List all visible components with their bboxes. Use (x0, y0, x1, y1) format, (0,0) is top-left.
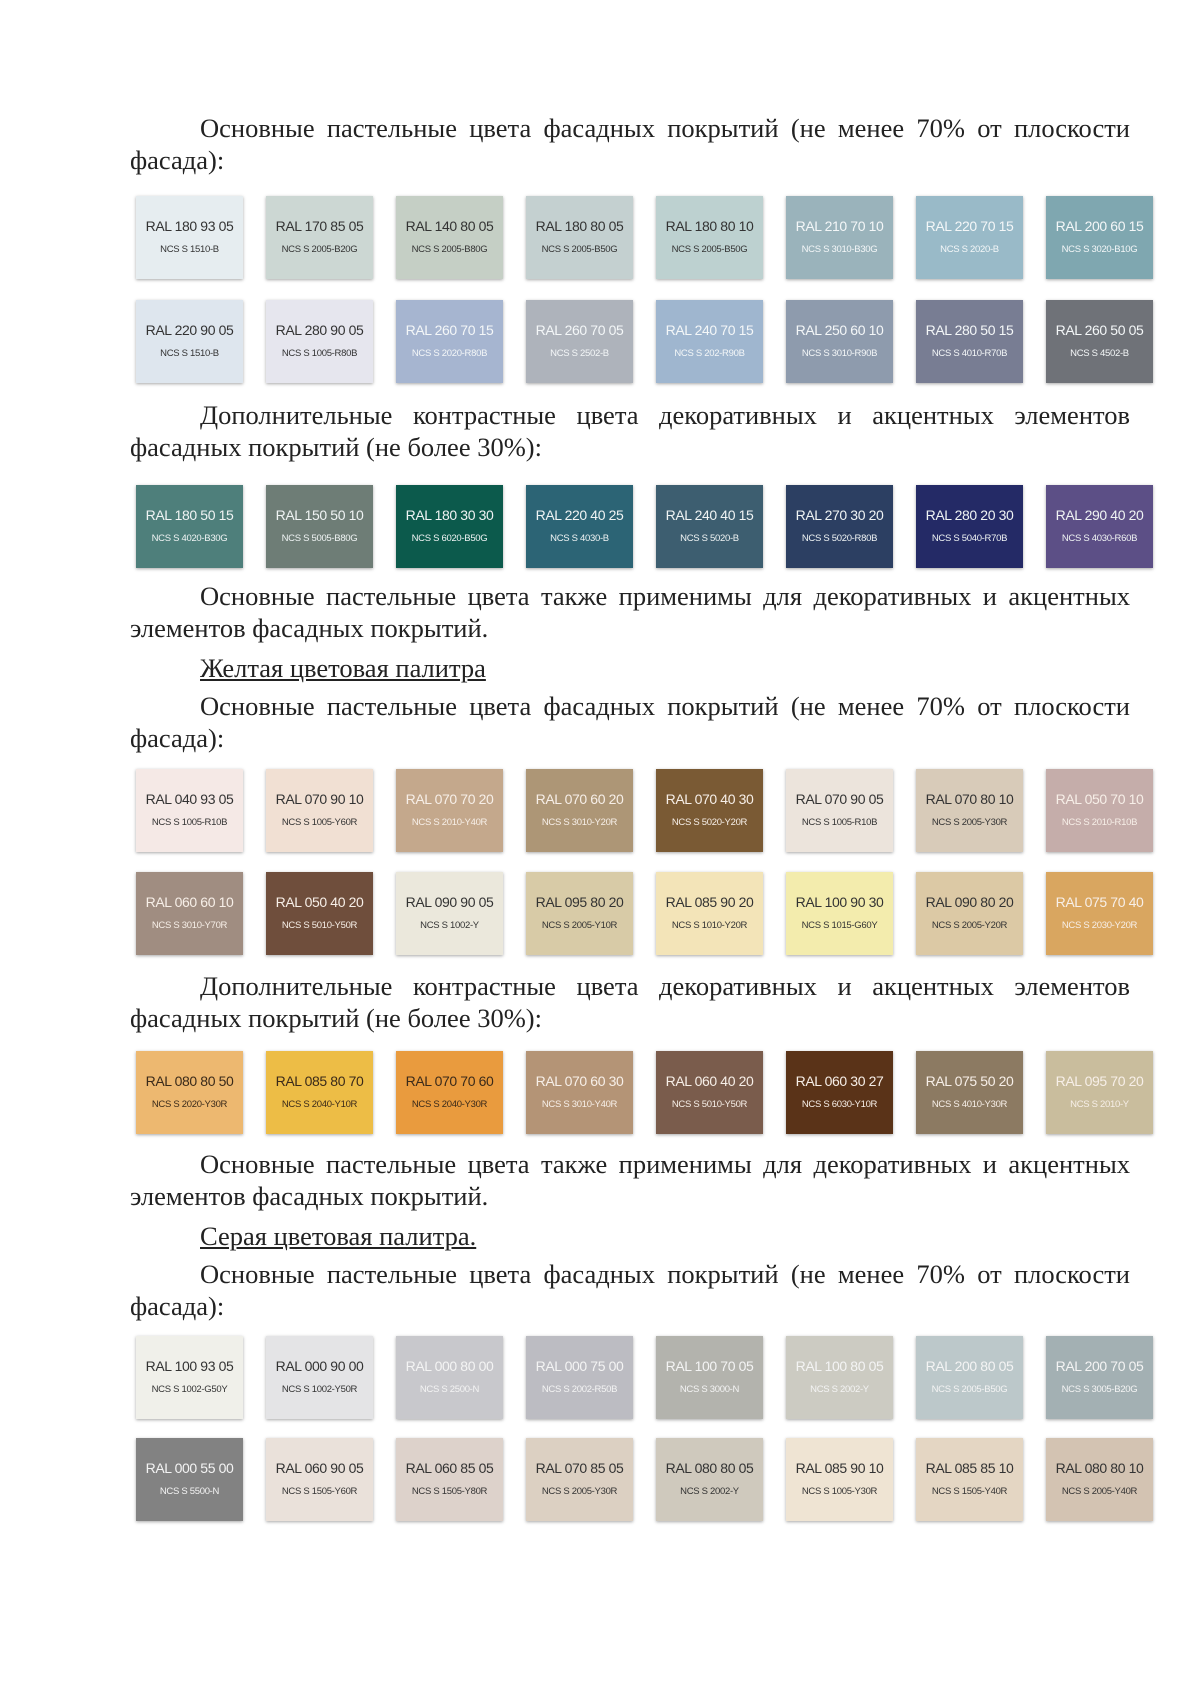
swatch-row-yellow-1 (136, 769, 1153, 852)
swatch-ral-code: RAL 070 70 60 (405, 1073, 494, 1089)
swatch-ral-code: RAL 100 90 30 (795, 894, 884, 910)
color-swatch (136, 1336, 243, 1419)
swatch-ral-code: RAL 070 40 30 (665, 791, 754, 807)
color-swatch (1046, 769, 1153, 852)
swatch-ncs-code: NCS S 5005-B80G (281, 533, 358, 544)
swatch-ral-code: RAL 060 60 10 (145, 894, 234, 910)
color-swatch (396, 196, 503, 279)
paragraph-contrast-1: Дополнительные контрастные цвета декоративных и акцентных элементов фасадных покрытий (не более 30%): (130, 400, 1130, 462)
swatch-ral-code: RAL 070 85 05 (535, 1460, 624, 1476)
swatch-ral-code: RAL 070 60 30 (535, 1073, 624, 1089)
swatch-ncs-code: NCS S 4020-B30G (151, 533, 228, 544)
color-swatch (396, 769, 503, 852)
swatch-ncs-code: NCS S 2002-R50B (541, 1384, 618, 1395)
swatch-ncs-code: NCS S 2005-Y10R (541, 920, 618, 931)
swatch-ncs-code: NCS S 3010-Y20R (541, 817, 618, 828)
swatch-ral-code: RAL 085 90 10 (795, 1460, 884, 1476)
color-swatch (266, 485, 373, 568)
swatch-ncs-code: NCS S 2040-Y10R (281, 1099, 358, 1110)
color-swatch (396, 1051, 503, 1134)
swatch-ncs-code: NCS S 5020-R80B (801, 533, 878, 544)
swatch-ncs-code: NCS S 4030-B (550, 533, 609, 544)
color-swatch (266, 1336, 373, 1419)
swatch-ncs-code: NCS S 5040-R70B (931, 533, 1008, 544)
swatch-ncs-code: NCS S 5010-Y50R (281, 920, 358, 931)
swatch-ral-code: RAL 095 80 20 (535, 894, 624, 910)
swatch-ral-code: RAL 290 40 20 (1055, 507, 1144, 523)
swatch-ncs-code: NCS S 4030-R60B (1061, 533, 1138, 544)
swatch-ncs-code: NCS S 3005-B20G (1061, 1384, 1138, 1395)
color-swatch (396, 1438, 503, 1521)
swatch-ncs-code: NCS S 2502-B (550, 348, 609, 359)
swatch-row-blue-accent (136, 485, 1153, 568)
color-swatch (786, 1336, 893, 1419)
swatch-ral-code: RAL 200 70 05 (1055, 1358, 1144, 1374)
swatch-ncs-code: NCS S 3010-R90B (801, 348, 878, 359)
paragraph-contrast-2: Дополнительные контрастные цвета декоративных и акцентных элементов фасадных покрытий (не более 30%): (130, 971, 1130, 1033)
swatch-ral-code: RAL 060 40 20 (665, 1073, 754, 1089)
swatch-ral-code: RAL 100 93 05 (145, 1358, 234, 1374)
heading-gray-palette: Серая цветовая палитра. (200, 1221, 477, 1251)
swatch-ncs-code: NCS S 2005-B80G (411, 244, 488, 255)
swatch-ncs-code: NCS S 4010-R70B (931, 348, 1008, 359)
swatch-ral-code: RAL 260 70 15 (405, 322, 494, 338)
color-swatch (916, 300, 1023, 383)
color-swatch (786, 872, 893, 955)
color-swatch (266, 1051, 373, 1134)
swatch-ncs-code: NCS S 2010-R10B (1061, 817, 1138, 828)
swatch-ral-code: RAL 060 90 05 (275, 1460, 364, 1476)
color-swatch (266, 196, 373, 279)
swatch-ncs-code: NCS S 2005-Y20R (931, 920, 1008, 931)
swatch-ral-code: RAL 085 90 20 (665, 894, 754, 910)
swatch-ncs-code: NCS S 1002-G50Y (151, 1384, 228, 1395)
color-swatch (136, 196, 243, 279)
swatch-ncs-code: NCS S 6030-Y10R (801, 1099, 878, 1110)
swatch-ral-code: RAL 060 30 27 (795, 1073, 884, 1089)
color-swatch (266, 300, 373, 383)
swatch-ral-code: RAL 140 80 05 (405, 218, 494, 234)
color-swatch (526, 196, 633, 279)
swatch-ncs-code: NCS S 1005-Y60R (281, 817, 358, 828)
color-swatch (916, 485, 1023, 568)
swatch-ncs-code: NCS S 1505-Y60R (281, 1486, 358, 1497)
color-swatch (786, 196, 893, 279)
swatch-ncs-code: NCS S 2020-Y30R (151, 1099, 228, 1110)
swatch-row-gray-2 (136, 1438, 1153, 1521)
color-swatch (526, 1051, 633, 1134)
color-swatch (526, 769, 633, 852)
paragraph-main-pastel-1: Основные пастельные цвета фасадных покрытий (не менее 70% от плоскости фасада): (130, 113, 1130, 175)
paragraph-main-pastel-3: Основные пастельные цвета фасадных покрытий (не менее 70% от плоскости фасада): (130, 1259, 1130, 1321)
swatch-ncs-code: NCS S 1005-Y30R (801, 1486, 878, 1497)
swatch-ral-code: RAL 050 70 10 (1055, 791, 1144, 807)
swatch-ral-code: RAL 200 80 05 (925, 1358, 1014, 1374)
color-swatch (1046, 1438, 1153, 1521)
color-swatch (786, 1051, 893, 1134)
paragraph-main-pastel-2: Основные пастельные цвета фасадных покрытий (не менее 70% от плоскости фасада): (130, 691, 1130, 753)
swatch-ral-code: RAL 240 40 15 (665, 507, 754, 523)
swatch-row-yellow-accent (136, 1051, 1153, 1134)
swatch-ncs-code: NCS S 1010-Y20R (671, 920, 748, 931)
swatch-ral-code: RAL 070 90 05 (795, 791, 884, 807)
swatch-ral-code: RAL 070 70 20 (405, 791, 494, 807)
swatch-ral-code: RAL 090 80 20 (925, 894, 1014, 910)
color-swatch (916, 872, 1023, 955)
swatch-ncs-code: NCS S 2005-B50G (541, 244, 618, 255)
color-swatch (136, 1051, 243, 1134)
color-swatch (526, 1438, 633, 1521)
swatch-ral-code: RAL 270 30 20 (795, 507, 884, 523)
swatch-ncs-code: NCS S 5500-N (159, 1486, 220, 1497)
swatch-ral-code: RAL 260 50 05 (1055, 322, 1144, 338)
color-swatch (786, 769, 893, 852)
swatch-ncs-code: NCS S 1005-R10B (801, 817, 878, 828)
color-swatch (136, 300, 243, 383)
swatch-ncs-code: NCS S 2002-Y (810, 1384, 869, 1395)
swatch-ncs-code: NCS S 3010-B30G (801, 244, 878, 255)
color-swatch (1046, 196, 1153, 279)
color-swatch (136, 872, 243, 955)
swatch-ral-code: RAL 220 70 15 (925, 218, 1014, 234)
swatch-row-blue-1 (136, 196, 1153, 279)
swatch-ral-code: RAL 070 60 20 (535, 791, 624, 807)
swatch-ncs-code: NCS S 4010-Y30R (931, 1099, 1008, 1110)
swatch-ral-code: RAL 080 80 10 (1055, 1460, 1144, 1476)
swatch-ncs-code: NCS S 1015-G60Y (801, 920, 878, 931)
swatch-ral-code: RAL 180 30 30 (405, 507, 494, 523)
swatch-ncs-code: NCS S 2010-Y (1070, 1099, 1129, 1110)
swatch-ral-code: RAL 080 80 50 (145, 1073, 234, 1089)
swatch-ncs-code: NCS S 1002-Y (420, 920, 479, 931)
swatch-ncs-code: NCS S 3010-Y70R (151, 920, 228, 931)
swatch-ncs-code: NCS S 3010-Y40R (541, 1099, 618, 1110)
color-swatch (1046, 300, 1153, 383)
swatch-ral-code: RAL 085 85 10 (925, 1460, 1014, 1476)
swatch-ncs-code: NCS S 2040-Y30R (411, 1099, 488, 1110)
color-swatch (266, 1438, 373, 1521)
color-swatch (656, 485, 763, 568)
swatch-ncs-code: NCS S 2500-N (419, 1384, 480, 1395)
color-swatch (656, 196, 763, 279)
swatch-ncs-code: NCS S 5020-Y20R (671, 817, 748, 828)
swatch-ral-code: RAL 150 50 10 (275, 507, 364, 523)
swatch-ral-code: RAL 100 70 05 (665, 1358, 754, 1374)
color-swatch (526, 872, 633, 955)
swatch-ncs-code: NCS S 3000-N (679, 1384, 740, 1395)
color-swatch (916, 1336, 1023, 1419)
color-swatch (1046, 872, 1153, 955)
color-swatch (786, 1438, 893, 1521)
swatch-ncs-code: NCS S 1005-R10B (151, 817, 228, 828)
color-swatch (526, 300, 633, 383)
swatch-ral-code: RAL 075 50 20 (925, 1073, 1014, 1089)
swatch-ral-code: RAL 280 90 05 (275, 322, 364, 338)
swatch-ncs-code: NCS S 2005-Y30R (931, 817, 1008, 828)
color-swatch (916, 1438, 1023, 1521)
swatch-ral-code: RAL 220 90 05 (145, 322, 234, 338)
swatch-ral-code: RAL 095 70 20 (1055, 1073, 1144, 1089)
paragraph-also-applicable-1: Основные пастельные цвета также применимы для декоративных и акцентных элементов фасадных покрытий. (130, 581, 1130, 643)
swatch-ral-code: RAL 075 70 40 (1055, 894, 1144, 910)
swatch-ncs-code: NCS S 1002-Y50R (281, 1384, 358, 1395)
swatch-ncs-code: NCS S 1505-Y80R (411, 1486, 488, 1497)
swatch-ncs-code: NCS S 1510-B (160, 244, 219, 255)
swatch-ncs-code: NCS S 1510-B (160, 348, 219, 359)
color-swatch (266, 769, 373, 852)
color-swatch (136, 769, 243, 852)
color-swatch (1046, 485, 1153, 568)
swatch-ral-code: RAL 240 70 15 (665, 322, 754, 338)
swatch-ncs-code: NCS S 2005-B20G (281, 244, 358, 255)
swatch-ral-code: RAL 080 80 05 (665, 1460, 754, 1476)
color-swatch (786, 485, 893, 568)
swatch-ncs-code: NCS S 2005-Y30R (541, 1486, 618, 1497)
swatch-ral-code: RAL 180 80 05 (535, 218, 624, 234)
color-swatch (656, 300, 763, 383)
swatch-ral-code: RAL 100 80 05 (795, 1358, 884, 1374)
swatch-ral-code: RAL 000 90 00 (275, 1358, 364, 1374)
swatch-ral-code: RAL 210 70 10 (795, 218, 884, 234)
color-swatch (526, 485, 633, 568)
color-swatch (916, 1051, 1023, 1134)
color-swatch (396, 872, 503, 955)
swatch-ncs-code: NCS S 3020-B10G (1061, 244, 1138, 255)
swatch-ral-code: RAL 180 93 05 (145, 218, 234, 234)
paragraph-also-applicable-2: Основные пастельные цвета также применимы для декоративных и акцентных элементов фасадных покрытий. (130, 1149, 1130, 1211)
swatch-row-gray-1 (136, 1336, 1153, 1419)
color-swatch (526, 1336, 633, 1419)
swatch-ral-code: RAL 220 40 25 (535, 507, 624, 523)
color-swatch (656, 872, 763, 955)
swatch-row-blue-2 (136, 300, 1153, 383)
swatch-ncs-code: NCS S 2005-B50G (931, 1384, 1008, 1395)
swatch-ral-code: RAL 050 40 20 (275, 894, 364, 910)
swatch-ral-code: RAL 040 93 05 (145, 791, 234, 807)
color-swatch (136, 1438, 243, 1521)
color-swatch (1046, 1336, 1153, 1419)
color-swatch (656, 1336, 763, 1419)
swatch-ral-code: RAL 000 55 00 (145, 1460, 234, 1476)
swatch-ncs-code: NCS S 2020-R80B (411, 348, 488, 359)
swatch-ncs-code: NCS S 2020-B (940, 244, 999, 255)
swatch-ncs-code: NCS S 2002-Y (680, 1486, 739, 1497)
color-swatch (136, 485, 243, 568)
swatch-ncs-code: NCS S 1005-R80B (281, 348, 358, 359)
swatch-ncs-code: NCS S 1505-Y40R (931, 1486, 1008, 1497)
color-swatch (396, 300, 503, 383)
color-swatch (656, 769, 763, 852)
swatch-ncs-code: NCS S 4502-B (1070, 348, 1129, 359)
swatch-ncs-code: NCS S 2010-Y40R (411, 817, 488, 828)
swatch-ral-code: RAL 000 80 00 (405, 1358, 494, 1374)
color-swatch (656, 1051, 763, 1134)
swatch-ncs-code: NCS S 2005-B50G (671, 244, 748, 255)
swatch-ncs-code: NCS S 5010-Y50R (671, 1099, 748, 1110)
color-swatch (1046, 1051, 1153, 1134)
heading-yellow-palette: Желтая цветовая палитра (200, 653, 486, 683)
color-swatch (656, 1438, 763, 1521)
swatch-ral-code: RAL 180 80 10 (665, 218, 754, 234)
swatch-row-yellow-2 (136, 872, 1153, 955)
color-swatch (266, 872, 373, 955)
color-swatch (396, 485, 503, 568)
swatch-ral-code: RAL 170 85 05 (275, 218, 364, 234)
swatch-ncs-code: NCS S 6020-B50G (411, 533, 488, 544)
swatch-ral-code: RAL 060 85 05 (405, 1460, 494, 1476)
swatch-ral-code: RAL 000 75 00 (535, 1358, 624, 1374)
swatch-ral-code: RAL 280 20 30 (925, 507, 1014, 523)
swatch-ncs-code: NCS S 202-R90B (674, 348, 745, 359)
swatch-ral-code: RAL 250 60 10 (795, 322, 884, 338)
swatch-ral-code: RAL 070 80 10 (925, 791, 1014, 807)
color-swatch (916, 196, 1023, 279)
swatch-ral-code: RAL 070 90 10 (275, 791, 364, 807)
swatch-ral-code: RAL 085 80 70 (275, 1073, 364, 1089)
swatch-ral-code: RAL 180 50 15 (145, 507, 234, 523)
color-swatch (786, 300, 893, 383)
swatch-ral-code: RAL 280 50 15 (925, 322, 1014, 338)
swatch-ral-code: RAL 260 70 05 (535, 322, 624, 338)
swatch-ncs-code: NCS S 2030-Y20R (1061, 920, 1138, 931)
swatch-ncs-code: NCS S 5020-B (680, 533, 739, 544)
color-swatch (396, 1336, 503, 1419)
color-swatch (916, 769, 1023, 852)
swatch-ral-code: RAL 200 60 15 (1055, 218, 1144, 234)
swatch-ncs-code: NCS S 2005-Y40R (1061, 1486, 1138, 1497)
swatch-ral-code: RAL 090 90 05 (405, 894, 494, 910)
